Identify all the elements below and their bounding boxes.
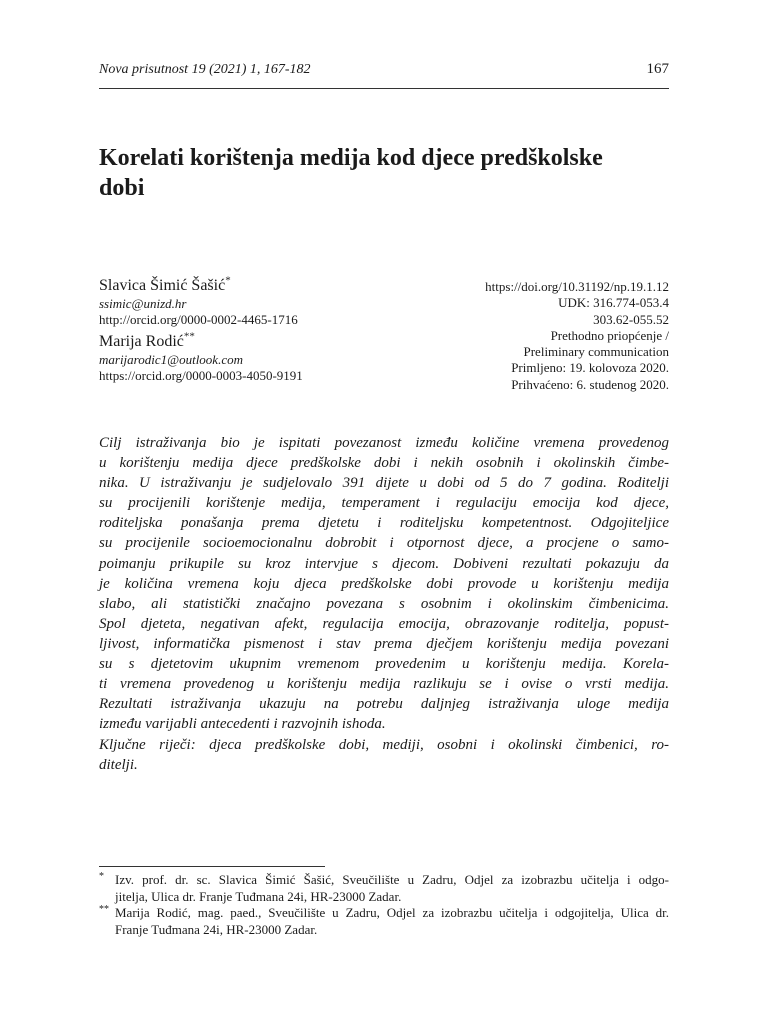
author-email[interactable]: ssimic@unizd.hr: [99, 296, 187, 311]
footnote-mark: *: [99, 871, 104, 882]
doi-link[interactable]: https://doi.org/10.31192/np.19.1.12: [485, 279, 669, 294]
footnote-rule: [99, 866, 325, 867]
author-list: [99, 276, 399, 388]
running-head: [99, 61, 669, 78]
header-rule: [99, 88, 669, 89]
author-entry: [99, 332, 399, 384]
footnote-line: Izv. prof. dr. sc. Slavica Šimić Šašić, Sveučilište u Zadru, Odjel za izobrazbu učitelja i odgo-: [115, 872, 669, 887]
abstract-line: između varijabli antecedenti i razvojnih ishoda.: [99, 716, 386, 733]
author-orcid-link[interactable]: http://orcid.org/0000-0002-4465-1716: [99, 312, 298, 327]
abstract-line: Rezultati istraživanja ukazuju na potrebu daljnjeg istraživanja uloge medija: [99, 696, 669, 713]
author-email[interactable]: marijarodic1@outlook.com: [99, 352, 243, 367]
author-name: Marija Rodić: [99, 333, 184, 350]
author-footnote-mark: *: [225, 274, 231, 287]
accepted-date: Prihvaćeno: 6. studenog 2020.: [511, 376, 669, 392]
footnote-line: jitelja, Ulica dr. Franje Tuđmana 24i, HR-23000 Zadar.: [115, 888, 402, 904]
footnote-line: Franje Tuđmana 24i, HR-23000 Zadar.: [115, 921, 318, 937]
author-name-line: [99, 332, 399, 352]
abstract-line: ljivost, informatička pismenost i stav prema dječjem korištenju medija povezani: [99, 635, 669, 652]
received-date: Primljeno: 19. kolovoza 2020.: [511, 360, 669, 376]
abstract-line: Spol djeteta, negativan afekt, regulacija emocija, obrazovanje roditelja, popust-: [99, 615, 669, 632]
author-name: Slavica Šimić Šašić: [99, 277, 226, 294]
abstract-line: Cilj istraživanja bio je ispitati povezanost između količine vremena provedenog: [99, 435, 669, 451]
author-footnote-mark: **: [183, 330, 195, 343]
abstract-line: ti vremena provedenog u korištenju medija razlikuju se i ovise o vrsti medija.: [99, 676, 669, 693]
article-type-english: Preliminary communication: [523, 344, 669, 360]
author-name-line: [99, 276, 399, 296]
footnote-line: Marija Rodić, mag. paed., Sveučilište u Zadru, Odjel za izobrazbu učitelja i odgojitelja, Ulica dr.: [115, 905, 669, 920]
abstract-line: nika. U istraživanju je sudjelovalo 391 dijete u dobi od 5 do 7 godina. Roditelji: [99, 475, 669, 492]
footnote-mark: **: [99, 904, 109, 915]
footnote: [99, 905, 669, 938]
article-metadata: [409, 279, 669, 393]
article-title: [99, 143, 669, 203]
keywords-line: ditelji.: [99, 757, 138, 774]
keywords: [99, 735, 669, 775]
abstract-line: su procijenile socioemocionalnu dobrobit i otpornost djece, a procjene o samo-: [99, 535, 669, 552]
title-line: dobi: [99, 175, 145, 201]
journal-citation: Nova prisutnost 19 (2021) 1, 167-182: [99, 62, 311, 77]
page-number: 167: [646, 61, 669, 77]
abstract-line: je količina vremena koju djeca predškolske dobi provode u korištenju medija: [99, 575, 669, 592]
author-entry: [99, 276, 399, 328]
abstract-line: roditeljska ponašanja prema djetetu i roditeljsku kompetentnost. Odgojiteljice: [99, 515, 669, 532]
udk-code: UDK: 316.774-053.4: [558, 295, 669, 311]
footnotes: [99, 872, 669, 938]
footnote: [99, 872, 669, 905]
abstract-line: slabo, ali statistički značajno povezana s osobnim i okolinskim čimbenicima.: [99, 595, 669, 612]
article-type: Prethodno priopćenje /: [550, 327, 669, 343]
abstract: [99, 433, 669, 734]
abstract-line: poimanju prikupile su kroz intervjue s djecom. Dobiveni rezultati pokazuju da: [99, 555, 669, 572]
abstract-line: su procijenili korištenje medija, temperament i regulaciju emocija kod djece,: [99, 495, 669, 512]
abstract-line: su s djetetovim ukupnim vremenom provedenim u korištenju medija. Korela-: [99, 656, 669, 673]
udk-code-secondary: 303.62-055.52: [593, 311, 669, 327]
keywords-line: Ključne riječi: djeca predškolske dobi, mediji, osobni i okolinski čimbenici, ro-: [99, 737, 669, 753]
abstract-line: u korištenju medija djece predškolske dobi i nekih osobnih i okolinskih čimbe-: [99, 455, 669, 472]
title-line: Korelati korištenja medija kod djece predškolske: [99, 145, 603, 171]
article-page: [99, 0, 669, 1024]
author-orcid-link[interactable]: https://orcid.org/0000-0003-4050-9191: [99, 368, 303, 383]
